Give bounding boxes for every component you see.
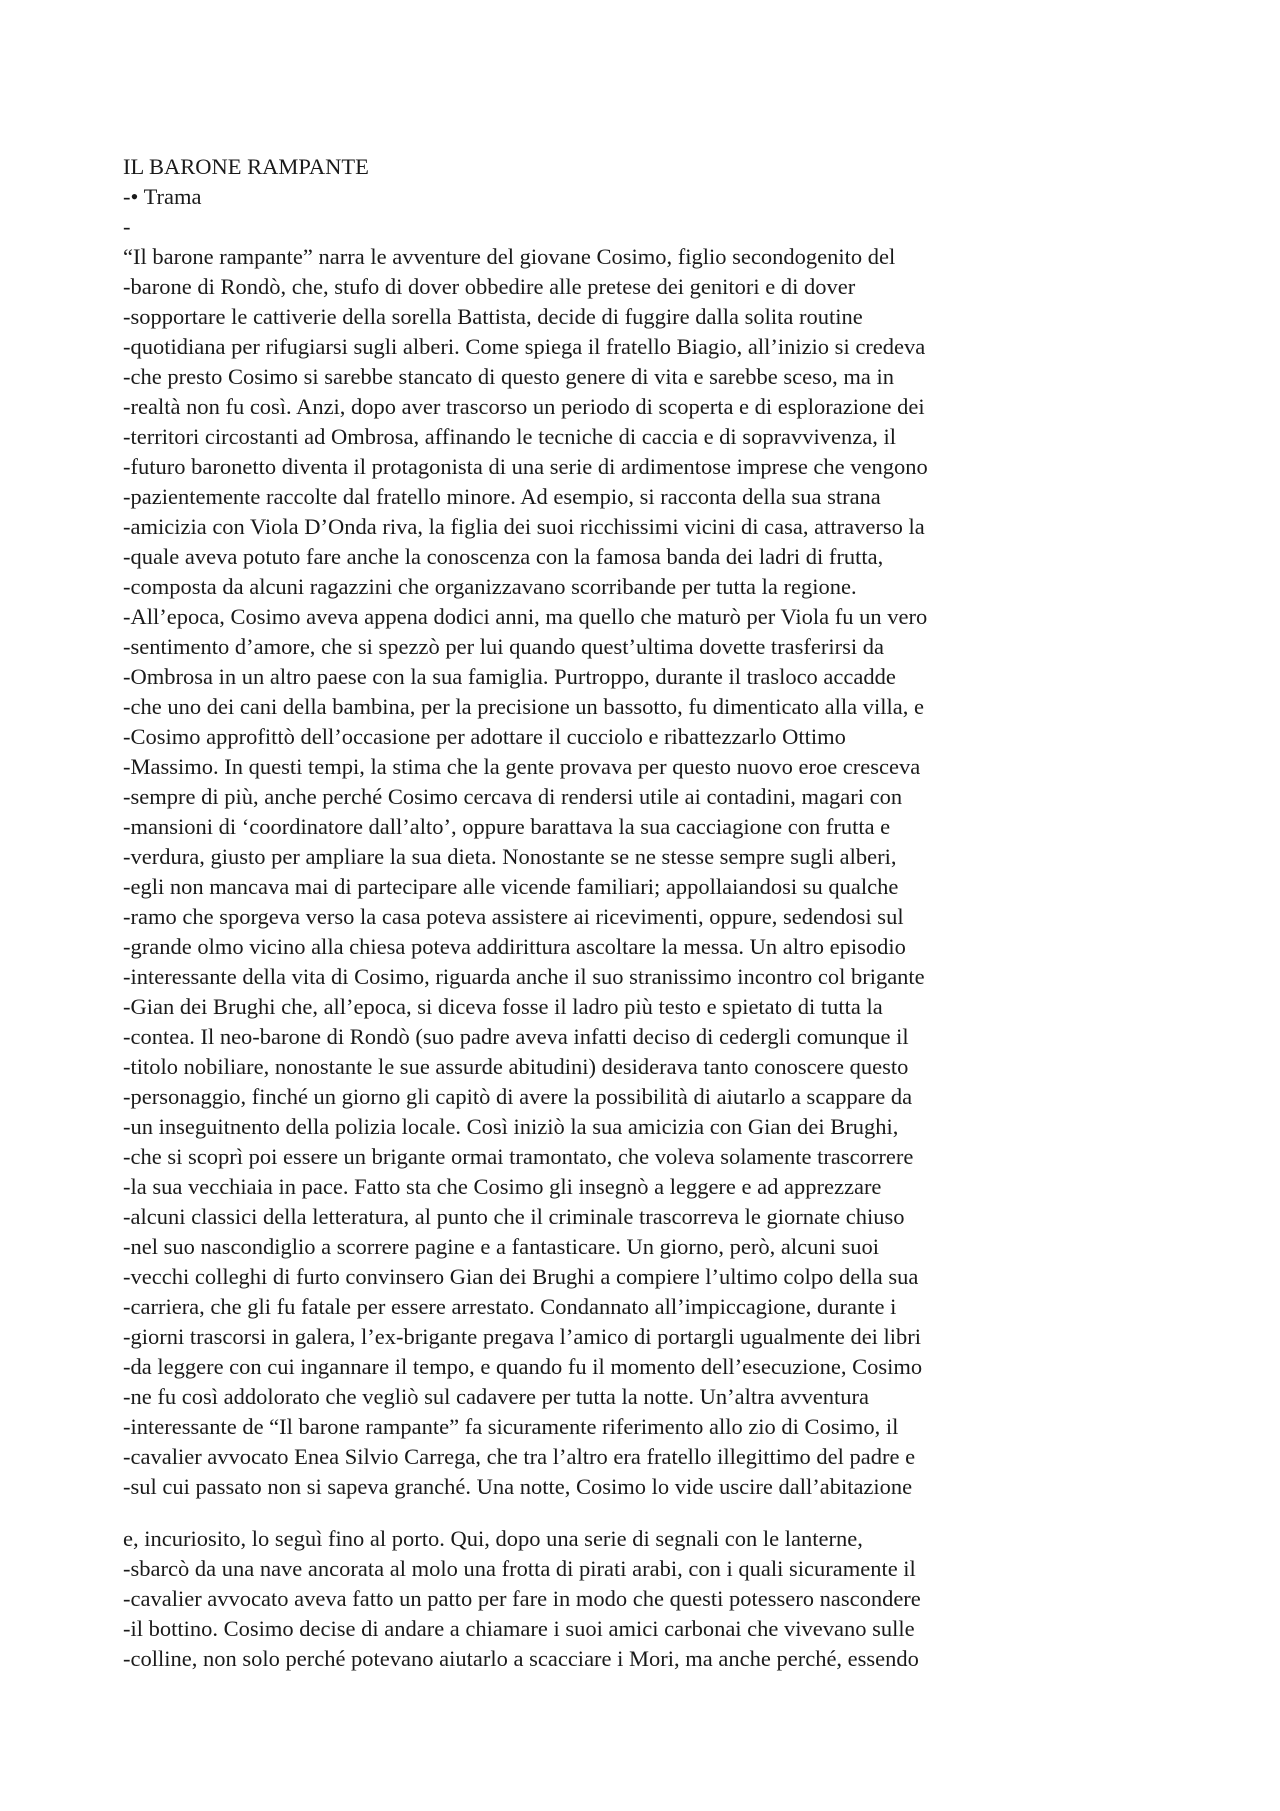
text-line: -Ombrosa in un altro paese con la sua famiglia. Purtroppo, durante il trasloco accadde	[123, 664, 896, 689]
text-line: -	[123, 214, 131, 239]
text-line: -sopportare le cattiverie della sorella Battista, decide di fuggire dalla solita routine	[123, 304, 863, 329]
text-line: -• Trama	[123, 184, 202, 209]
text-line: -territori circostanti ad Ombrosa, affinando le tecniche di caccia e di sopravvivenza, il	[123, 424, 897, 449]
text-line: -il bottino. Cosimo decise di andare a chiamare i suoi amici carbonai che vivevano sulle	[123, 1616, 915, 1641]
text-line: -titolo nobiliare, nonostante le sue assurde abitudini) desiderava tanto conoscere questo	[123, 1054, 909, 1079]
text-line: -quotidiana per rifugiarsi sugli alberi. Come spiega il fratello Biagio, all’inizio si credeva	[123, 334, 926, 359]
text-line: -futuro baronetto diventa il protagonista di una serie di ardimentose imprese che vengono	[123, 454, 928, 479]
text-line: -quale aveva potuto fare anche la conoscenza con la famosa banda dei ladri di frutta,	[123, 544, 884, 569]
text-line: -che uno dei cani della bambina, per la precisione un bassotto, fu dimenticato alla villa, e	[123, 694, 924, 719]
text-line: -sul cui passato non si sapeva granché. Una notte, Cosimo lo vide uscire dall’abitazione	[123, 1474, 913, 1499]
document-title: IL BARONE RAMPANTE	[123, 154, 369, 179]
main-text-block	[123, 152, 1223, 1502]
continuation-text-block	[123, 1524, 1223, 1674]
text-line: -composta da alcuni ragazzini che organizzavano scorribande per tutta la regione.	[123, 574, 857, 599]
text-line: -colline, non solo perché potevano aiutarlo a scacciare i Mori, ma anche perché, essendo	[123, 1646, 919, 1671]
text-line: -mansioni di ‘coordinatore dall’alto’, oppure barattava la sua cacciagione con frutta e	[123, 814, 891, 839]
text-line: -cavalier avvocato Enea Silvio Carrega, che tra l’altro era fratello illegittimo del padre e	[123, 1444, 916, 1469]
text-line: -da leggere con cui ingannare il tempo, e quando fu il momento dell’esecuzione, Cosimo	[123, 1354, 923, 1379]
text-line: e, incuriosito, lo seguì fino al porto. Qui, dopo una serie di segnali con le lanterne,	[123, 1526, 863, 1551]
text-line: -interessante della vita di Cosimo, riguarda anche il suo stranissimo incontro col brigante	[123, 964, 925, 989]
text-line: -Massimo. In questi tempi, la stima che la gente provava per questo nuovo eroe cresceva	[123, 754, 921, 779]
text-line: -Cosimo approfittò dell’occasione per adottare il cucciolo e ribattezzarlo Ottimo	[123, 724, 846, 749]
text-line: -verdura, giusto per ampliare la sua dieta. Nonostante se ne stesse sempre sugli alberi,	[123, 844, 897, 869]
text-line: -interessante de “Il barone rampante” fa sicuramente riferimento allo zio di Cosimo, il	[123, 1414, 899, 1439]
text-line: -grande olmo vicino alla chiesa poteva addirittura ascoltare la messa. Un altro episodio	[123, 934, 906, 959]
text-line: -cavalier avvocato aveva fatto un patto per fare in modo che questi potessero nascondere	[123, 1586, 921, 1611]
text-line: -carriera, che gli fu fatale per essere arrestato. Condannato all’impiccagione, durante i	[123, 1294, 897, 1319]
text-line: -un inseguitnento della polizia locale. Così iniziò la sua amicizia con Gian dei Brughi,	[123, 1114, 899, 1139]
text-line: -vecchi colleghi di furto convinsero Gian dei Brughi a compiere l’ultimo colpo della sua	[123, 1264, 919, 1289]
text-line: -alcuni classici della letteratura, al punto che il criminale trascorreva le giornate chiuso	[123, 1204, 905, 1229]
text-line: -All’epoca, Cosimo aveva appena dodici anni, ma quello che maturò per Viola fu un vero	[123, 604, 928, 629]
text-line: -che presto Cosimo si sarebbe stancato di questo genere di vita e sarebbe sceso, ma in	[123, 364, 895, 389]
text-line: -amicizia con Viola D’Onda riva, la figlia dei suoi ricchissimi vicini di casa, attraverso la	[123, 514, 925, 539]
text-line: -nel suo nascondiglio a scorrere pagine e a fantasticare. Un giorno, però, alcuni suoi	[123, 1234, 879, 1259]
text-line: -pazientemente raccolte dal fratello minore. Ad esempio, si racconta della sua strana	[123, 484, 881, 509]
text-line: -sentimento d’amore, che si spezzò per lui quando quest’ultima dovette trasferirsi da	[123, 634, 885, 659]
text-line: -sempre di più, anche perché Cosimo cercava di rendersi utile ai contadini, magari con	[123, 784, 903, 809]
text-line: -Gian dei Brughi che, all’epoca, si diceva fosse il ladro più testo e spietato di tutta la	[123, 994, 883, 1019]
text-line: -contea. Il neo-barone di Rondò (suo padre aveva infatti deciso di cedergli comunque il	[123, 1024, 909, 1049]
text-line: -ne fu così addolorato che vegliò sul cadavere per tutta la notte. Un’altra avventura	[123, 1384, 869, 1409]
text-line: “Il barone rampante” narra le avventure del giovane Cosimo, figlio secondogenito del	[123, 244, 896, 269]
text-line: -barone di Rondò, che, stufo di dover obbedire alle pretese dei genitori e di dover	[123, 274, 856, 299]
text-line: -sbarcò da una nave ancorata al molo una frotta di pirati arabi, con i quali sicuramente il	[123, 1556, 916, 1581]
text-line: -che si scoprì poi essere un brigante ormai tramontato, che voleva solamente trascorrere	[123, 1144, 914, 1169]
text-line: -egli non mancava mai di partecipare alle vicende familiari; appollaiandosi su qualche	[123, 874, 899, 899]
text-line: -giorni trascorsi in galera, l’ex-brigante pregava l’amico di portargli ugualmente dei libri	[123, 1324, 922, 1349]
text-line: -personaggio, finché un giorno gli capitò di avere la possibilità di aiutarlo a scappare da	[123, 1084, 913, 1109]
text-line: -ramo che sporgeva verso la casa poteva assistere ai ricevimenti, oppure, sedendosi sul	[123, 904, 904, 929]
text-line: -la sua vecchiaia in pace. Fatto sta che Cosimo gli insegnò a leggere e ad apprezzare	[123, 1174, 882, 1199]
text-line: -realtà non fu così. Anzi, dopo aver trascorso un periodo di scoperta e di esplorazione dei	[123, 394, 925, 419]
